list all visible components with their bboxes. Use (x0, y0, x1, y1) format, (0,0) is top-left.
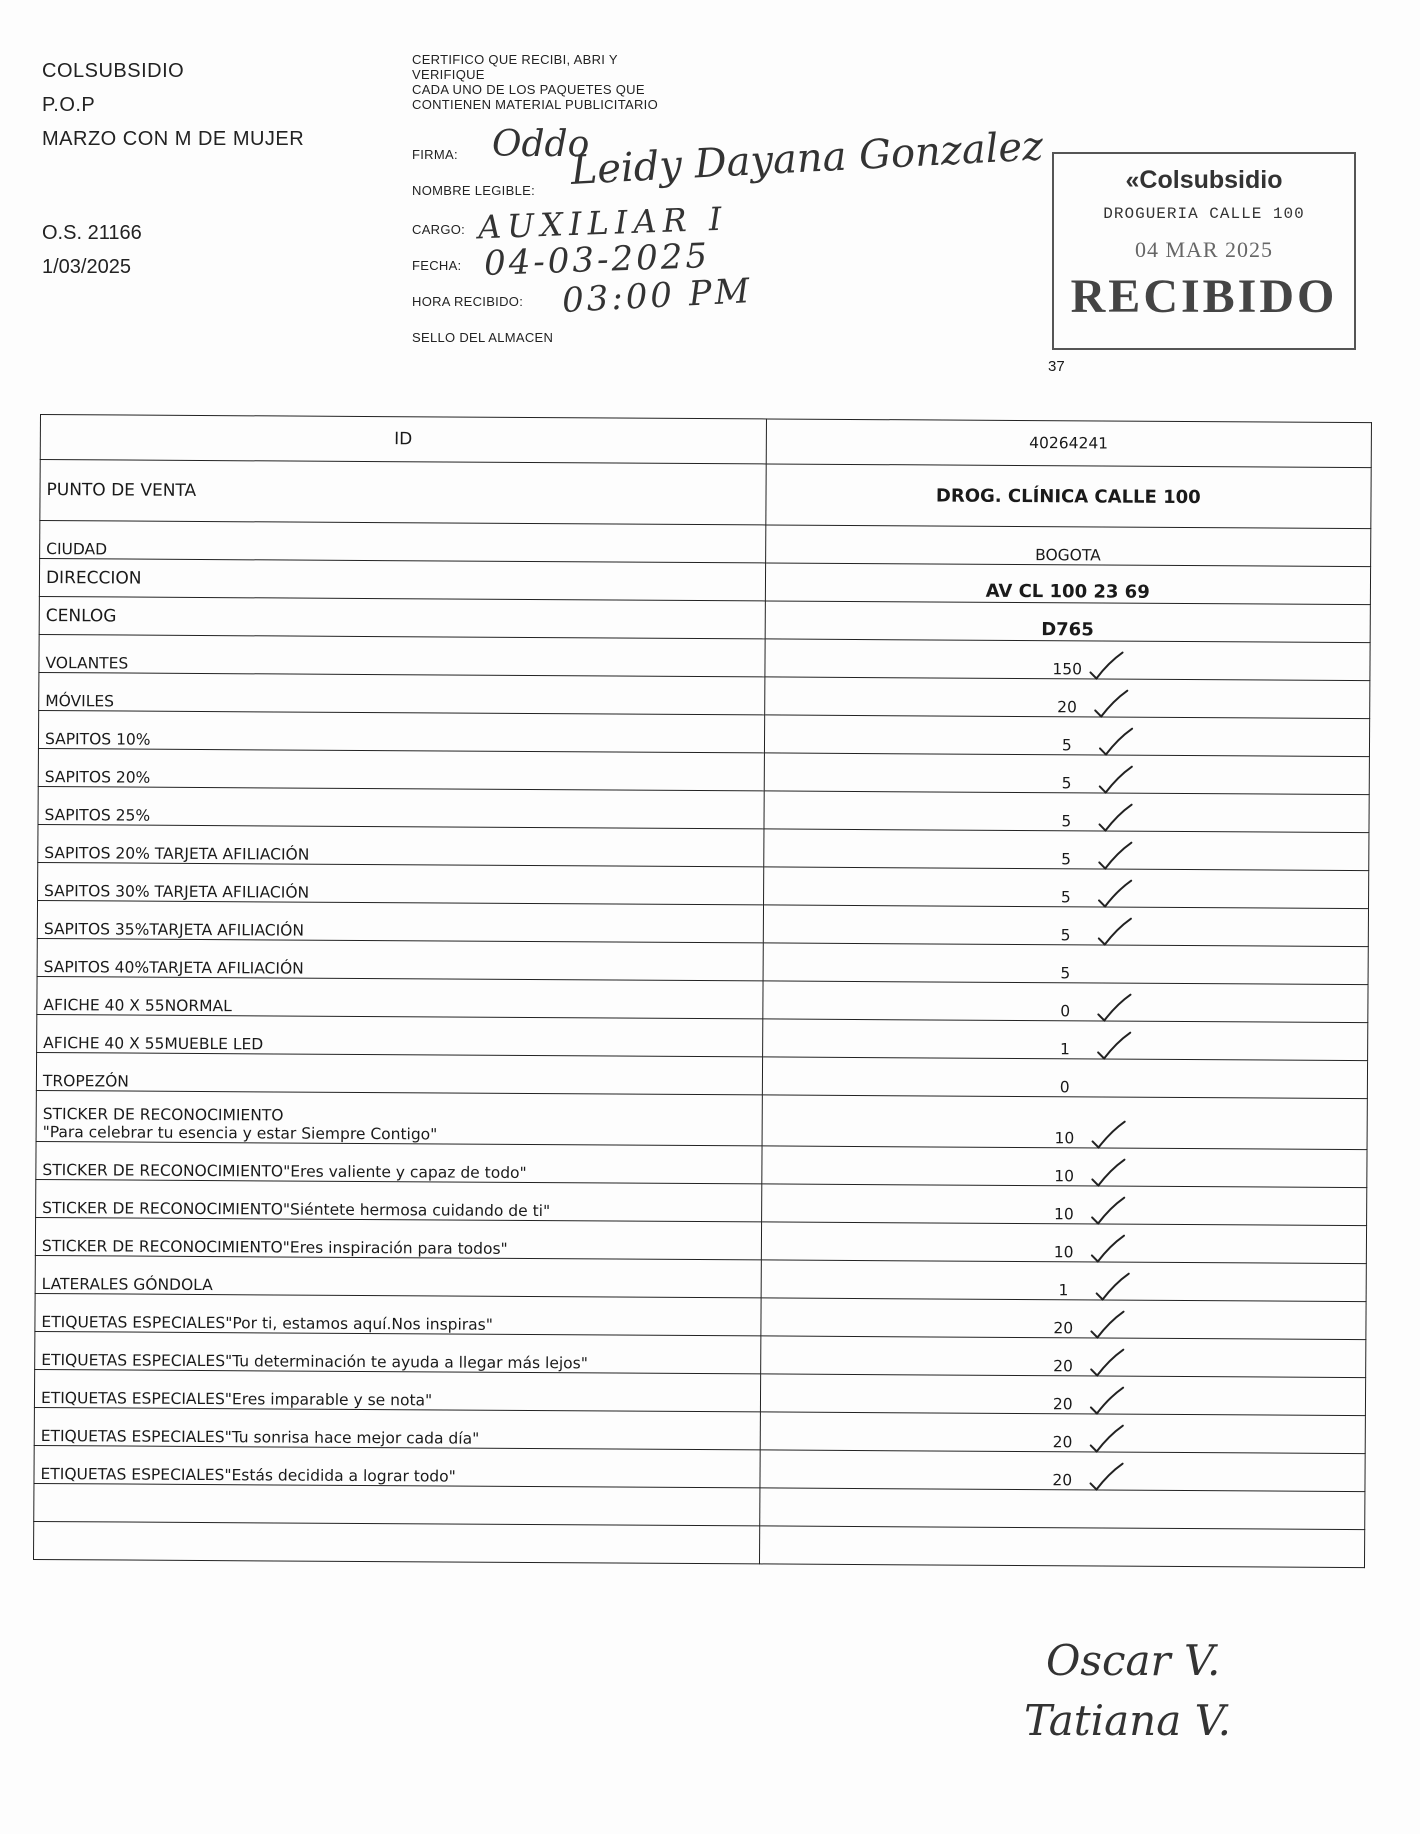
row-label-text: STICKER DE RECONOCIMIENTO (42, 1105, 284, 1125)
row-value-text: 1 (1059, 1040, 1070, 1059)
fecha-label: FECHA: (412, 258, 462, 273)
stamp-store: DROGUERIA CALLE 100 (1103, 205, 1305, 223)
check-mark-icon (1096, 764, 1136, 796)
row-value-text: 5 (1061, 774, 1072, 793)
row-label (36, 1179, 762, 1221)
row-value (763, 867, 1369, 909)
row-value (761, 1146, 1367, 1188)
row-value-text: 20 (1052, 1433, 1073, 1452)
table-row (40, 460, 1371, 529)
check-mark-icon (1087, 1385, 1127, 1417)
order-number: O.S. 21166 (42, 222, 142, 244)
row-label (34, 1483, 760, 1525)
row-label-text: ID (394, 429, 413, 450)
row-value (759, 1488, 1365, 1530)
row-label (38, 824, 764, 866)
check-mark-icon (1087, 1347, 1127, 1379)
row-label (39, 672, 765, 714)
row-label (38, 710, 764, 752)
row-value (761, 1222, 1367, 1264)
row-label-text: SAPITOS 30% TARJETA AFILIACIÓN (44, 882, 310, 902)
row-label-text: SAPITOS 25% (44, 806, 151, 825)
row-value (765, 464, 1371, 529)
check-mark-icon (1092, 1271, 1132, 1303)
table-row (34, 1521, 1365, 1567)
row-label-text: STICKER DE RECONOCIMIENTO"Eres inspiración para todos" (41, 1237, 508, 1258)
row-label (40, 460, 766, 525)
row-value (765, 563, 1371, 605)
order-info (42, 216, 142, 284)
row-value-text: 5 (1060, 926, 1071, 945)
row-label (39, 596, 765, 638)
row-value (764, 791, 1370, 833)
row-label (38, 862, 764, 904)
row-value (763, 943, 1369, 985)
received-stamp (1052, 152, 1356, 350)
sello-label: SELLO DEL ALMACEN (412, 330, 554, 345)
row-value-text: 5 (1061, 812, 1072, 831)
stamp-date: 04 MAR 2025 (1134, 237, 1274, 262)
row-label (35, 1255, 761, 1297)
row-label (40, 521, 766, 563)
cert-line-4: CONTIENEN MATERIAL PUBLICITARIO (412, 97, 658, 112)
certification-text (412, 52, 658, 112)
row-label-text: SAPITOS 35%TARJETA AFILIACIÓN (43, 920, 305, 940)
row-label-text: SAPITOS 20% TARJETA AFILIACIÓN (44, 844, 310, 864)
row-value-text: 40264241 (1029, 434, 1109, 453)
row-label-text: VOLANTES (45, 654, 129, 673)
row-value-text: DROG. CLÍNICA CALLE 100 (935, 484, 1201, 508)
row-value-text: 10 (1054, 1205, 1074, 1224)
org-name: COLSUBSIDIO (42, 60, 185, 82)
row-value-text: 20 (1052, 1395, 1073, 1414)
row-label (37, 1014, 763, 1056)
row-label (39, 559, 765, 601)
row-value-text: 10 (1054, 1129, 1075, 1148)
row-value-text: 5 (1060, 888, 1071, 907)
row-label (38, 748, 764, 790)
row-label (39, 634, 765, 676)
row-value-text: 0 (1060, 1002, 1071, 1021)
row-value-text: 5 (1060, 964, 1071, 983)
row-label (34, 1521, 760, 1563)
row-label (40, 415, 766, 464)
row-value (760, 1374, 1366, 1416)
check-mark-icon (1091, 688, 1131, 720)
row-value (765, 639, 1371, 681)
row-value (761, 1184, 1367, 1226)
row-value (762, 1019, 1368, 1061)
row-value (764, 753, 1370, 795)
check-mark-icon (1094, 992, 1134, 1024)
firma-label: FIRMA: (412, 147, 458, 162)
check-mark-icon (1088, 1195, 1128, 1227)
row-label-text: ETIQUETAS ESPECIALES"Por ti, estamos aquí.Nos inspiras" (41, 1313, 493, 1334)
cert-line-3: CADA UNO DE LOS PAQUETES QUE (412, 82, 645, 97)
row-label (35, 1217, 761, 1259)
row-label-text: LATERALES GÓNDOLA (41, 1275, 213, 1295)
row-label-text: AFICHE 40 X 55MUEBLE LED (43, 1034, 264, 1054)
row-label (35, 1331, 761, 1373)
row-label-text: PUNTO DE VENTA (46, 480, 197, 501)
table-row (40, 415, 1371, 468)
hora-label: HORA RECIBIDO: (412, 294, 524, 309)
row-label-text: AFICHE 40 X 55NORMAL (43, 996, 232, 1016)
row-value (759, 1526, 1365, 1568)
row-value (760, 1412, 1366, 1454)
row-value-text: 5 (1061, 850, 1072, 869)
signature-tatiana: Tatiana V. (1024, 1696, 1231, 1745)
check-mark-icon (1087, 1423, 1127, 1455)
dept-name: P.O.P (42, 94, 96, 116)
row-value-text: 150 (1052, 660, 1083, 679)
row-value-text: 0 (1059, 1078, 1070, 1097)
row-value (766, 419, 1372, 468)
colsubsidio-logo-icon: « (1125, 166, 1140, 194)
row-value (760, 1298, 1366, 1340)
row-value-text: 20 (1052, 1471, 1073, 1490)
row-value-text: 10 (1054, 1167, 1075, 1186)
cert-line-2: VERIFIQUE (412, 67, 485, 82)
check-mark-icon (1094, 1030, 1134, 1062)
check-mark-icon (1088, 1233, 1128, 1265)
row-value-text: 1 (1058, 1281, 1069, 1300)
check-mark-icon (1095, 840, 1135, 872)
row-label-text: CIUDAD (46, 540, 108, 559)
row-value-text: 10 (1053, 1243, 1074, 1262)
row-label (38, 786, 764, 828)
row-label-text: SAPITOS 10% (44, 730, 151, 749)
cargo-label: CARGO: (412, 222, 466, 237)
row-value (763, 829, 1369, 871)
row-label-text: TROPEZÓN (42, 1072, 129, 1091)
row-value (762, 981, 1368, 1023)
check-mark-icon (1087, 1309, 1127, 1341)
check-mark-icon (1095, 802, 1135, 834)
firma-signature: Oddo (492, 124, 590, 165)
materials-table (33, 414, 1372, 1568)
row-label-text: MÓVILES (45, 692, 115, 711)
cargo-value: AUXILIAR I (477, 199, 728, 247)
order-date: 1/03/2025 (42, 256, 131, 278)
row-label-text: ETIQUETAS ESPECIALES"Tu determinación te ayuda a llegar más lejos" (41, 1351, 588, 1373)
check-mark-icon (1088, 1119, 1128, 1151)
check-mark-icon (1086, 650, 1126, 682)
nombre-value: Leidy Dayana Gonzalez (569, 123, 1045, 194)
row-label (37, 976, 763, 1018)
row-label (36, 1090, 762, 1145)
stamp-status: RECIBIDO (1070, 270, 1338, 323)
page-number: 37 (1048, 358, 1065, 375)
row-value (762, 1095, 1368, 1150)
fecha-value: 04-03-2025 (483, 236, 711, 284)
cert-line-1: CERTIFICO QUE RECIBI, ABRI Y (412, 52, 618, 67)
row-label-text: SAPITOS 20% (44, 768, 151, 787)
row-label (34, 1445, 760, 1487)
row-label (36, 1052, 762, 1094)
row-value (763, 905, 1369, 947)
check-mark-icon (1088, 1157, 1128, 1189)
row-label-text: ETIQUETAS ESPECIALES"Tu sonrisa hace mejor cada día" (40, 1427, 480, 1448)
row-label (34, 1369, 760, 1411)
row-label-subtext: "Para celebrar tu esencia y estar Siempre Contigo" (42, 1123, 438, 1144)
document-header (42, 54, 304, 156)
row-label (37, 900, 763, 942)
row-value-text: D765 (1041, 619, 1094, 641)
row-value (764, 677, 1370, 719)
check-mark-icon (1095, 916, 1135, 948)
row-value (761, 1260, 1367, 1302)
row-value-text: AV CL 100 23 69 (985, 580, 1150, 603)
row-value-text: 5 (1061, 736, 1072, 755)
row-value (765, 525, 1371, 567)
row-value (760, 1450, 1366, 1492)
row-label (36, 1141, 762, 1183)
row-label (37, 938, 763, 980)
row-label-text: ETIQUETAS ESPECIALES"Eres imparable y se nota" (40, 1389, 433, 1410)
row-label-text: STICKER DE RECONOCIMIENTO"Siéntete hermosa cuidando de ti" (42, 1199, 551, 1221)
table-row (36, 1090, 1367, 1149)
row-value (762, 1057, 1368, 1099)
check-mark-icon (1086, 1461, 1126, 1493)
stamp-brand: «Colsubsidio (1125, 166, 1283, 194)
row-label-text: SAPITOS 40%TARJETA AFILIACIÓN (43, 958, 304, 978)
check-mark-icon (1095, 878, 1135, 910)
row-label (35, 1293, 761, 1335)
hora-value: 03:00 PM (561, 271, 754, 321)
row-value-text: 20 (1053, 1319, 1074, 1338)
campaign-name: MARZO CON M DE MUJER (42, 128, 305, 150)
row-label-text: DIRECCION (45, 567, 142, 589)
row-value-text: 20 (1057, 698, 1077, 717)
row-value (765, 601, 1371, 643)
nombre-label: NOMBRE LEGIBLE: (412, 183, 535, 198)
check-mark-icon (1096, 726, 1136, 758)
signature-oscar: Oscar V. (1046, 1636, 1221, 1685)
row-value-text: BOGOTA (1035, 546, 1101, 565)
row-label-text: STICKER DE RECONOCIMIENTO"Eres valiente y capaz de todo" (42, 1161, 527, 1182)
row-value (764, 715, 1370, 757)
row-label (34, 1407, 760, 1449)
row-label-text: CENLOG (45, 605, 117, 626)
row-value-text: 20 (1053, 1357, 1073, 1376)
row-label-text: ETIQUETAS ESPECIALES"Estás decidida a lograr todo" (40, 1465, 456, 1486)
row-value (760, 1336, 1366, 1378)
